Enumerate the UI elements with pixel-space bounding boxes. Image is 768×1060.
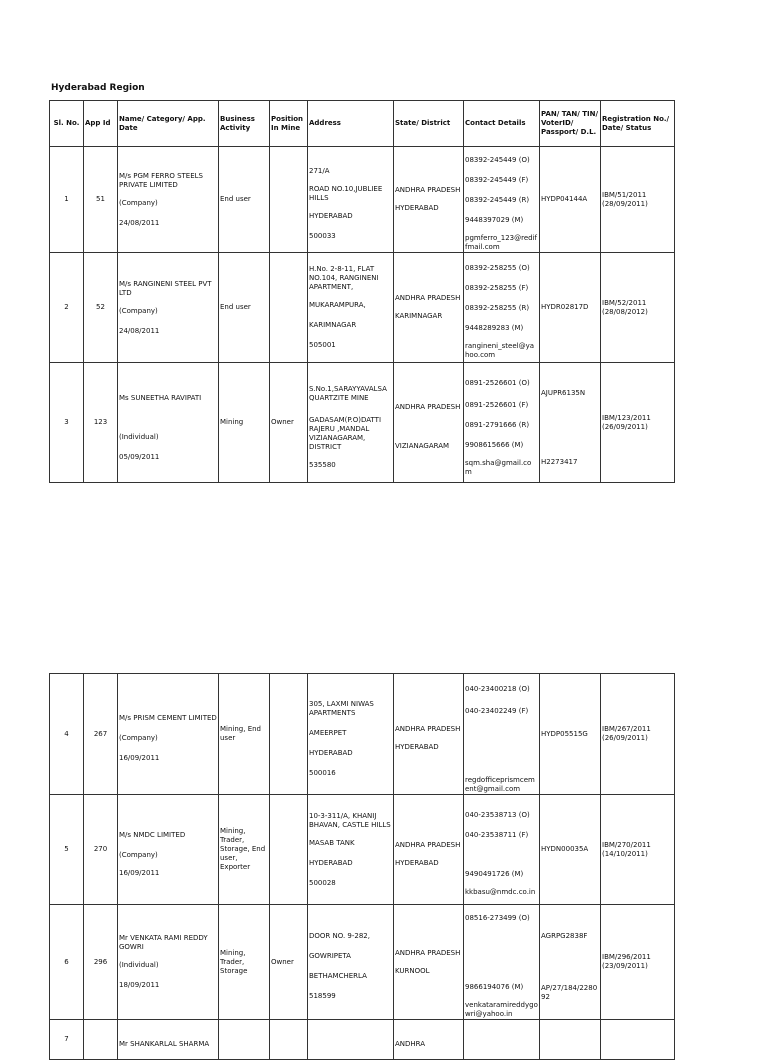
phone-mobile: 9490491726 (M) [465, 870, 524, 878]
application-date: 24/08/2011 [119, 326, 160, 335]
table-row [50, 253, 675, 363]
pan-cell [540, 795, 601, 905]
pan-cell [540, 905, 601, 1020]
district: KARIMNAGAR [395, 312, 443, 320]
address-line: KARIMNAGAR [309, 321, 357, 329]
district: HYDERABAD [395, 204, 439, 212]
header-registration: Registration No./ Date/ Status [601, 101, 675, 147]
phone-residence: 08392-258255 (R) [465, 304, 530, 312]
address-line: AMEERPET [309, 728, 347, 737]
name-cell [118, 1020, 219, 1060]
sl-no: 1 [50, 147, 84, 253]
address-pincode: 518599 [309, 992, 336, 1000]
name-cell [118, 674, 219, 795]
applicant-category: (Company) [119, 734, 158, 742]
application-date: 16/09/2011 [119, 868, 160, 877]
name-cell [118, 795, 219, 905]
app-id: 123 [84, 363, 118, 483]
registration-date: (23/09/2011) [602, 962, 648, 970]
registration-cell [601, 253, 675, 363]
state: ANDHRA PRADESH [395, 948, 461, 957]
pan-number: HYDR02817D [541, 303, 589, 311]
name-cell [118, 253, 219, 363]
applicant-name: Mr VENKATA RAMI REDDY GOWRI [119, 934, 208, 951]
district: HYDERABAD [395, 743, 439, 751]
header-app-id: App Id [84, 101, 118, 147]
state: ANDHRA PRADESH [395, 403, 461, 411]
application-date: 16/09/2011 [119, 754, 160, 762]
pan-number: AGRPG2838F [541, 931, 588, 940]
pan-number: HYDP05515G [541, 729, 588, 738]
app-id: 296 [84, 905, 118, 1020]
address-line: MUKARAMPURA, [309, 301, 366, 309]
email: rangineni_steel@yahoo.com [465, 342, 534, 359]
header-contact: Contact Details [464, 101, 540, 147]
phone-office: 08516-273499 (O) [465, 914, 530, 922]
pan-number: HYDN00035A [541, 845, 589, 853]
address-line: HYDERABAD [309, 748, 353, 757]
address-cell [308, 253, 394, 363]
business-activity: End user [219, 147, 270, 253]
registration-cell [601, 905, 675, 1020]
driving-licence-number: AP/27/184/228092 [541, 983, 598, 1001]
app-id: 51 [84, 147, 118, 253]
state-cell [394, 253, 464, 363]
registration-cell [601, 147, 675, 253]
position-in-mine [270, 795, 308, 905]
address-line: S.No.1,SARAYYAVALSA QUARTZITE MINE [309, 384, 387, 402]
registration-number: IBM/296/2011 [602, 953, 651, 961]
sl-no: 2 [50, 253, 84, 363]
registration-date: (26/09/2011) [602, 734, 648, 742]
address-line: HYDERABAD [309, 212, 353, 220]
position-in-mine [270, 253, 308, 363]
address-line: HYDERABAD [309, 858, 353, 867]
business-activity: End user [219, 253, 270, 363]
header-row [50, 101, 675, 147]
position-in-mine [270, 674, 308, 795]
table-row [50, 363, 675, 483]
business-activity: Mining, Trader, Storage [219, 905, 270, 1020]
email: sqm.sha@gmail.com [465, 459, 532, 476]
phone-mobile: 9448397029 (M) [465, 216, 524, 224]
state: ANDHRA [395, 1039, 426, 1048]
address-pincode: 500033 [309, 232, 336, 240]
address-pincode: 500016 [309, 768, 336, 777]
registration-cell [601, 1020, 675, 1060]
business-activity: Mining [219, 363, 270, 483]
header-address: Address [308, 101, 394, 147]
app-id: 270 [84, 795, 118, 905]
district: KURNOOL [395, 966, 430, 975]
address-cell [308, 147, 394, 253]
phone-office: 08392-258255 (O) [465, 264, 530, 272]
registration-table-1 [49, 100, 675, 483]
pan-number: HYDP04144A [541, 195, 588, 203]
registration-date: (26/09/2011) [602, 422, 648, 431]
applicant-category: (Individual) [119, 961, 159, 969]
address-line: 10-3-311/A, KHANIJ BHAVAN, CASTLE HILLS [309, 811, 391, 829]
application-date: 18/09/2011 [119, 981, 160, 989]
phone-fax: 040-23402249 (F) [465, 707, 529, 715]
header-sl-no: Sl. No. [50, 101, 84, 147]
registration-cell [601, 795, 675, 905]
header-business: Business Activity [219, 101, 270, 147]
table-row [50, 1020, 675, 1060]
sl-no: 5 [50, 795, 84, 905]
app-id: 267 [84, 674, 118, 795]
pan-cell [540, 363, 601, 483]
phone-office: 040-23400218 (O) [465, 685, 530, 693]
state: ANDHRA PRADESH [395, 186, 461, 194]
pan-cell [540, 253, 601, 363]
table-row [50, 905, 675, 1020]
registration-number: IBM/52/2011 [602, 298, 647, 307]
contact-cell [464, 795, 540, 905]
pan-cell [540, 1020, 601, 1060]
registration-number: IBM/123/2011 [602, 413, 651, 422]
phone-fax: 0891-2526601 (F) [465, 401, 529, 409]
address-line: MASAB TANK [309, 838, 355, 847]
state-cell [394, 1020, 464, 1060]
address-cell [308, 363, 394, 483]
registration-number: IBM/270/2011 [602, 840, 651, 849]
business-activity: Mining, Trader, Storage, End user, Exporter [219, 795, 270, 905]
registration-cell [601, 363, 675, 483]
applicant-name: M/s PGM FERRO STEELS PRIVATE LIMITED [119, 171, 203, 189]
registration-date: (14/10/2011) [602, 849, 648, 858]
applicant-category: (Company) [119, 198, 158, 207]
pan-cell [540, 147, 601, 253]
phone-office: 0891-2526601 (O) [465, 379, 530, 387]
pan-number: AJUPR6135N [541, 389, 586, 397]
state: ANDHRA PRADESH [395, 294, 461, 302]
sl-no: 6 [50, 905, 84, 1020]
registration-table-2 [49, 673, 675, 1060]
address-line: 305, LAXMI NIWAS APARTMENTS [309, 699, 374, 717]
name-cell [118, 905, 219, 1020]
applicant-category: (Individual) [119, 433, 159, 441]
position-in-mine: Owner [270, 363, 308, 483]
phone-fax: 08392-245449 (F) [465, 176, 529, 184]
registration-number: IBM/51/2011 [602, 190, 647, 199]
header-pan: PAN/ TAN/ TIN/ VoterID/ Passport/ D.L. [540, 101, 601, 147]
table-row [50, 674, 675, 795]
address-cell [308, 795, 394, 905]
phone-residence: 08392-245449 (R) [465, 196, 530, 204]
phone-office: 08392-245449 (O) [465, 156, 530, 164]
address-line: 271/A [309, 167, 330, 175]
phone-mobile: 9908615666 (M) [465, 441, 524, 449]
business-activity [219, 1020, 270, 1060]
applicant-name: M/s NMDC LIMITED [119, 830, 186, 839]
applicant-name: Ms SUNEETHA RAVIPATI [119, 394, 202, 402]
contact-cell [464, 905, 540, 1020]
address-cell [308, 905, 394, 1020]
application-date: 05/09/2011 [119, 453, 160, 461]
phone-mobile: 9866194076 (M) [465, 983, 524, 991]
phone-office: 040-23538713 (O) [465, 811, 530, 819]
address-pincode: 500028 [309, 878, 336, 887]
state-cell [394, 363, 464, 483]
sl-no: 7 [50, 1020, 84, 1060]
header-name: Name/ Category/ App. Date [118, 101, 219, 147]
state: ANDHRA PRADESH [395, 725, 461, 733]
address-line: ROAD NO.10,JUBLIEE HILLS [309, 185, 383, 202]
header-position: Position In Mine [270, 101, 308, 147]
address-cell [308, 1020, 394, 1060]
registration-number: IBM/267/2011 [602, 725, 651, 733]
contact-cell [464, 147, 540, 253]
header-state: State/ District [394, 101, 464, 147]
state-cell [394, 795, 464, 905]
contact-cell [464, 674, 540, 795]
table-row [50, 795, 675, 905]
email: kkbasu@nmdc.co.in [465, 888, 536, 896]
applicant-category: (Company) [119, 306, 158, 315]
address-pincode: 535580 [309, 460, 336, 469]
district: HYDERABAD [395, 858, 439, 867]
application-date: 24/08/2011 [119, 218, 160, 227]
region-title: Hyderabad Region [51, 83, 145, 93]
sl-no: 4 [50, 674, 84, 795]
address-line: H.No. 2-8-11, FLAT NO.104, RANGINENI APARTMENT, [309, 265, 379, 291]
address-line: GADASAM(P.O)DATTI RAJERU ,MANDAL VIZIANAGARAM, DISTRICT [309, 415, 382, 451]
contact-cell [464, 1020, 540, 1060]
email: regdofficeprismcement@gmail.com [465, 776, 535, 793]
contact-cell [464, 253, 540, 363]
address-line: GOWRIPETA [309, 952, 351, 960]
phone-mobile: 9448289283 (M) [465, 324, 524, 332]
applicant-name: Mr SHANKARLAL SHARMA [119, 1039, 210, 1048]
position-in-mine [270, 147, 308, 253]
phone-fax: 040-23538711 (F) [465, 831, 529, 839]
address-cell [308, 674, 394, 795]
sl-no: 3 [50, 363, 84, 483]
applicant-name: M/s PRISM CEMENT LIMITED [119, 714, 217, 722]
state: ANDHRA PRADESH [395, 840, 461, 849]
address-line: DOOR NO. 9-282, [309, 932, 370, 940]
app-id: 52 [84, 253, 118, 363]
address-line: BETHAMCHERLA [309, 972, 367, 980]
name-cell [118, 147, 219, 253]
email: pgmferro_123@rediffmail.com [465, 234, 537, 251]
applicant-name: M/s RANGINENI STEEL PVT LTD [119, 279, 212, 297]
address-pincode: 505001 [309, 341, 336, 349]
business-activity: Mining, End user [219, 674, 270, 795]
state-cell [394, 905, 464, 1020]
district: VIZIANAGARAM [395, 442, 450, 450]
email: venkataramireddygowri@yahoo.in [465, 1001, 538, 1018]
pan-cell [540, 674, 601, 795]
state-cell [394, 147, 464, 253]
registration-cell [601, 674, 675, 795]
phone-residence: 0891-2791666 (R) [465, 421, 530, 429]
state-cell [394, 674, 464, 795]
contact-cell [464, 363, 540, 483]
name-cell [118, 363, 219, 483]
position-in-mine: Owner [270, 905, 308, 1020]
registration-date: (28/09/2011) [602, 199, 648, 208]
registration-date: (28/08/2012) [602, 307, 648, 316]
table-row [50, 147, 675, 253]
position-in-mine [270, 1020, 308, 1060]
app-id [84, 1020, 118, 1060]
phone-fax: 08392-258255 (F) [465, 284, 529, 292]
applicant-category: (Company) [119, 850, 158, 859]
passport-number: H2273417 [541, 458, 578, 466]
